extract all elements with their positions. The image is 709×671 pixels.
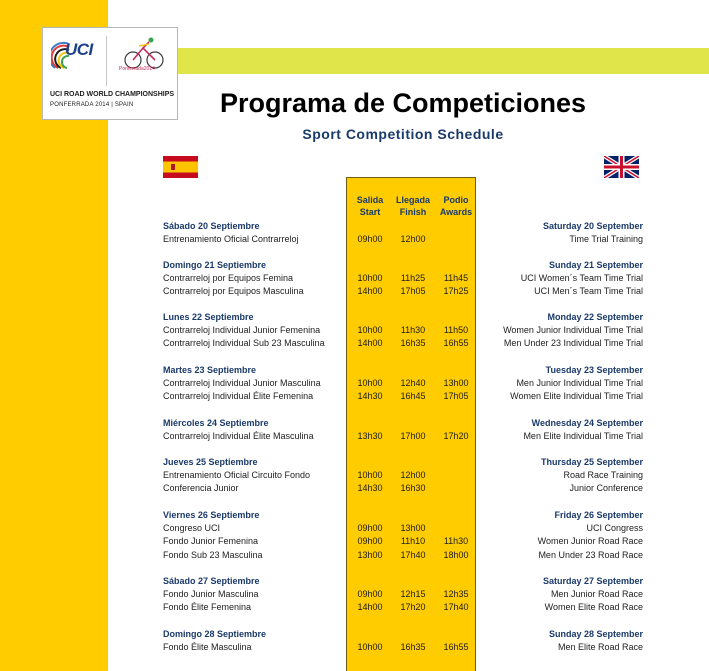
event-name-en: Women Elite Road Race xyxy=(544,602,643,613)
event-finish-time: 11h10 xyxy=(400,536,426,547)
event-finish-time: 17h40 xyxy=(400,549,426,560)
event-finish-time: 16h45 xyxy=(400,391,426,402)
event-finish-time: 17h05 xyxy=(400,286,426,297)
day-label-es: Viernes 26 Septiembre xyxy=(163,510,260,520)
event-finish-time: 17h20 xyxy=(400,602,426,613)
event-finish-time: 11h25 xyxy=(400,273,426,283)
event-start-time: 14h30 xyxy=(357,391,383,402)
day-label-es: Jueves 25 Septiembre xyxy=(163,457,258,467)
event-name-en: UCI Congress xyxy=(586,523,643,533)
event-name-es: Conferencia Junior xyxy=(163,483,239,494)
event-name-es: Contrarreloj Individual Sub 23 Masculina xyxy=(163,338,325,349)
day-label-en: Tuesday 23 September xyxy=(545,365,643,375)
day-label-es: Domingo 28 Septiembre xyxy=(163,629,267,639)
day-label-en: Saturday 27 September xyxy=(542,576,643,586)
event-finish-time: 17h00 xyxy=(400,431,426,441)
event-name-es: Fondo Élite Masculina xyxy=(163,642,252,652)
day-label-en: Wednesday 24 September xyxy=(531,418,643,428)
event-name-es: Fondo Junior Femenina xyxy=(163,536,259,547)
day-label-en: Monday 22 September xyxy=(547,312,643,322)
event-finish-time: 16h30 xyxy=(400,483,426,494)
spain-flag-icon xyxy=(163,156,198,178)
event-podium-time: 18h00 xyxy=(443,549,469,560)
page-subtitle: Sport Competition Schedule xyxy=(302,126,504,142)
event-name-es: Contrarreloj por Equipos Masculina xyxy=(163,286,304,297)
event-name-es: Contrarreloj Individual Élite Femenina xyxy=(163,391,314,402)
uci-wordmark: UCI xyxy=(65,40,93,59)
day-label-es: Domingo 21 Septiembre xyxy=(163,260,267,270)
header-start-en: Start xyxy=(359,207,381,217)
event-name-es: Contrarreloj por Equipos Femina xyxy=(163,273,294,283)
event-name-en: UCI Men´s Team Time Trial xyxy=(534,286,643,297)
event-name-en: Women Elite Individual Time Trial xyxy=(510,391,643,402)
header-finish-es: Llegada xyxy=(395,195,430,205)
event-finish-time: 12h40 xyxy=(400,378,426,388)
event-name-es: Fondo Junior Masculina xyxy=(163,589,259,599)
event-name-es: Entrenamiento Oficial Circuito Fondo xyxy=(163,470,311,480)
event-podium-time: 11h30 xyxy=(443,536,469,547)
header-podium xyxy=(436,194,476,218)
event-podium-time: 12h35 xyxy=(443,589,469,599)
day-label-es: Martes 23 Septiembre xyxy=(163,365,257,375)
event-start-time: 14h00 xyxy=(357,338,383,349)
header-podium-en: Awards xyxy=(439,207,473,217)
day-label-es: Sábado 27 Septiembre xyxy=(163,576,260,586)
event-logo xyxy=(42,27,178,120)
event-start-time: 14h00 xyxy=(357,602,383,613)
event-name-es: Fondo Sub 23 Masculina xyxy=(163,549,263,560)
event-podium-time: 16h55 xyxy=(443,642,469,652)
header-start-es: Salida xyxy=(356,195,384,205)
event-podium-time: 11h50 xyxy=(443,325,469,335)
event-podium-time: 13h00 xyxy=(443,378,469,388)
uk-flag-icon xyxy=(604,156,639,178)
logo-caption: Ponferrada2014 xyxy=(119,66,155,72)
event-start-time: 13h00 xyxy=(357,549,383,560)
event-name-en: Men Elite Individual Time Trial xyxy=(523,431,643,441)
day-label-en: Saturday 20 September xyxy=(542,221,643,231)
event-name-es: Entrenamiento Oficial Contrarreloj xyxy=(163,234,299,244)
day-label-es: Miércoles 24 Septiembre xyxy=(163,418,269,428)
event-podium-time: 17h20 xyxy=(443,431,469,441)
event-start-time: 10h00 xyxy=(357,378,383,388)
event-name-en: UCI Women´s Team Time Trial xyxy=(520,273,643,283)
header-podium-es: Podio xyxy=(443,195,469,205)
event-name-es: Contrarreloj Individual Élite Masculina xyxy=(163,431,314,441)
event-podium-time: 17h05 xyxy=(443,391,469,402)
header-start xyxy=(350,194,390,218)
event-name-en: Road Race Training xyxy=(563,470,643,480)
logo-divider xyxy=(106,36,107,86)
logo-event-title: UCI ROAD WORLD CHAMPIONSHIPS xyxy=(50,91,175,98)
page-title: Programa de Competiciones xyxy=(219,88,587,118)
event-podium-time: 17h25 xyxy=(443,286,469,297)
event-name-es: Congreso UCI xyxy=(163,523,221,533)
event-podium-time: 11h45 xyxy=(443,273,469,283)
event-podium-time: 17h40 xyxy=(443,602,469,613)
event-name-en: Men Junior Individual Time Trial xyxy=(516,378,643,388)
event-start-time: 10h00 xyxy=(357,325,383,335)
event-finish-time: 11h30 xyxy=(400,325,426,335)
header-finish xyxy=(393,194,433,218)
day-label-en: Thursday 25 September xyxy=(540,457,643,467)
event-start-time: 14h30 xyxy=(357,483,383,494)
event-start-time: 09h00 xyxy=(357,589,383,599)
event-name-es: Fondo Élite Femenina xyxy=(163,602,252,613)
header-band xyxy=(178,48,709,74)
event-start-time: 14h00 xyxy=(357,286,383,297)
day-label-en: Friday 26 September xyxy=(554,510,643,520)
event-start-time: 10h00 xyxy=(357,273,383,283)
day-label-es: Lunes 22 Septiembre xyxy=(163,312,254,322)
header-finish-en: Finish xyxy=(399,207,427,217)
event-finish-time: 16h35 xyxy=(400,338,426,349)
day-label-en: Sunday 21 September xyxy=(548,260,643,270)
event-start-time: 09h00 xyxy=(357,536,383,547)
logo-event-location: PONFERRADA 2014 | SPAIN xyxy=(50,102,134,108)
event-start-time: 13h30 xyxy=(357,431,383,441)
event-name-en: Men Junior Road Race xyxy=(550,589,643,599)
event-name-en: Junior Conference xyxy=(569,483,643,494)
event-name-en: Men Under 23 Individual Time Trial xyxy=(503,338,643,349)
event-name-en: Women Junior Road Race xyxy=(537,536,643,547)
event-name-en: Men Elite Road Race xyxy=(557,642,643,652)
event-start-time: 09h00 xyxy=(357,234,383,244)
event-finish-time: 12h00 xyxy=(400,234,426,244)
event-name-en: Women Junior Individual Time Trial xyxy=(503,325,643,335)
event-finish-time: 12h15 xyxy=(400,589,426,599)
event-name-es: Contrarreloj Individual Junior Femenina xyxy=(163,325,321,335)
event-name-en: Men Under 23 Road Race xyxy=(538,549,643,560)
event-finish-time: 12h00 xyxy=(400,470,426,480)
event-name-en: Time Trial Training xyxy=(569,234,643,244)
event-start-time: 10h00 xyxy=(357,642,383,652)
event-finish-time: 16h35 xyxy=(400,642,426,652)
event-name-es: Contrarreloj Individual Junior Masculina xyxy=(163,378,321,388)
event-podium-time: 16h55 xyxy=(443,338,469,349)
event-start-time: 09h00 xyxy=(357,523,383,533)
event-start-time: 10h00 xyxy=(357,470,383,480)
day-label-en: Sunday 28 September xyxy=(548,629,643,639)
event-finish-time: 13h00 xyxy=(400,523,426,533)
day-label-es: Sábado 20 Septiembre xyxy=(163,221,260,231)
